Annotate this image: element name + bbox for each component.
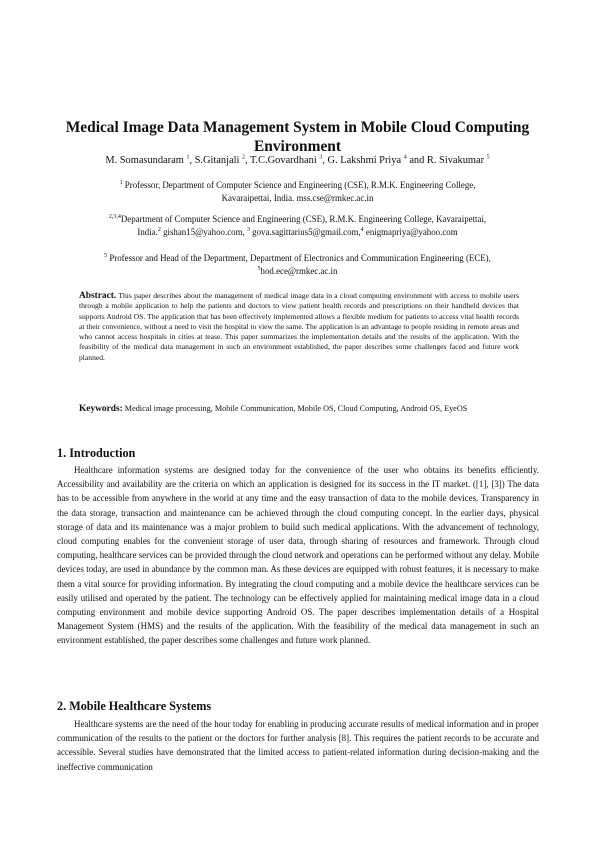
keywords-text: Medical image processing, Mobile Communication, Mobile OS, Cloud Computing, Android OS, EyeOS [122, 404, 468, 413]
mobile-healthcare-paragraph: Healthcare systems are the need of the hour today for enabling in producing accurate results of medical information and in proper communication of the results to the patient or the doctors for further analysis [8]. This requires the patient records to be accurate and accessible. Several studies have demonstrated that the limited access to patient-related information during decision-making and the ineffective communication [57, 719, 539, 772]
affiliation-2-line-1: Department of Computer Science and Engineering (CSE), R.M.K. Engineering College, Kavaraipettai, [120, 214, 487, 224]
abstract [79, 291, 519, 363]
author-4-marker: 4 [403, 154, 407, 161]
title-line-1: Medical Image Data Management System in Mobile Cloud Computing [65, 119, 530, 136]
section-heading-mobile-healthcare: 2. Mobile Healthcare Systems [57, 699, 212, 713]
section-heading-introduction: 1. Introduction [57, 446, 136, 460]
affiliation-1-line-2: Kavaraipettai, India. mss.cse@rmkec.ac.in [221, 192, 374, 203]
abstract-text: This paper describes about the management of medical image data in a cloud computing environment with access to mobile users through a mobile application to help the patients and doctors to view patient health records and prescriptions on their handheld devices that supports Android OS. The application that has been effectively implemented allows a flexible medium for patients to access vital health records at their convenience, without a need to visit the hospital to view the same. The application is an advantage to people residing in remote areas and who cannot access hospitals in cities at tease. This paper summarizes the implementation details and the results of the application. With the feasibility of the medical data management in such an environment established, the paper describes some challenges faced and future work planned. [79, 291, 519, 362]
affiliation-2-marker: 2,3,4 [108, 214, 121, 221]
affiliation-1 [50, 179, 545, 204]
author-2: , S.Gitanjali [189, 155, 242, 166]
author-2-marker: 2 [241, 154, 245, 161]
author-1-marker: 1 [186, 154, 190, 161]
email-3: gova.sagittarius5@gmail.com, [249, 226, 361, 237]
email-4-marker: 4 [360, 226, 364, 233]
author-5-marker: 5 [486, 154, 490, 161]
affiliation-2 [50, 213, 545, 238]
affiliation-3-marker: 5 [104, 253, 108, 260]
abstract-label: Abstract. [79, 291, 117, 301]
keywords-label: Keywords: [79, 404, 123, 414]
paper-title [40, 118, 555, 156]
email-5: hod.ece@rmkec.ac.in [260, 265, 338, 276]
title-line-2: Environment [254, 138, 341, 155]
email-4: enigmapriya@yahoo.com [363, 226, 458, 237]
affiliation-3-line-1: Professor and Head of the Department, Department of Electronics and Communication Engineering (ECE), [107, 253, 491, 263]
affiliation-1-marker: 1 [119, 180, 123, 187]
author-list [20, 154, 575, 167]
email-5-marker: 5 [257, 265, 261, 272]
author-5: and R. Sivakumar [406, 155, 487, 166]
author-1: M. Somasundaram [105, 155, 187, 166]
affiliation-1-line-1: Professor, Department of Computer Science and Engineering (CSE), R.M.K. Engineering College, [122, 180, 476, 190]
author-4: , G. Lakshmi Priya [322, 155, 404, 166]
introduction-paragraph: Healthcare information systems are designed today for the convenience of the user who obtains its benefits efficiently. Accessibility and availability are the criteria on which an application is designed for its success in the IT market. ([1], [3]) The data has to be accessible from anywhere in the world at any time and the easy transaction of data to the mobile devices. Transparency in the data storage, transaction and maintenance can be achieved through the cloud computing concept. In the earlier days, physical storage of data and its maintenance was a major problem to build such medical applications. With the advancement of technology, cloud computing enables for the convenient storage of user data, through sharing of resources and framework. Through cloud computing, healthcare services can be provided through the cloud network and operations can be performed without any delay. Mobile devices today, are used in abundance by the common man. As these devices are equipped with robust features, it is necessary to make them a vital source for providing information. By integrating the cloud computing and a mobile device the healthcare services can be easily utilised and operated by the patient. The technology can be effectively applied for maintaining medical image data in a cloud computing environment and mobile device supporting Android OS. The paper describes implementation details of a Hospital Management System (HMS) and the results of the application. With the feasibility of the medical data management in such an environment established, the paper describes some challenges and future work planned. [57, 465, 539, 646]
affiliation-3 [50, 252, 545, 277]
email-2-marker: 2 [157, 226, 161, 233]
email-2: gishan15@yahoo.com, [160, 226, 247, 237]
affiliation-2-country: India. [137, 226, 158, 237]
keywords [79, 403, 519, 415]
author-3-marker: 3 [319, 154, 323, 161]
author-3: , T.C.Govardhani [244, 155, 320, 166]
email-3-marker: 3 [246, 226, 250, 233]
